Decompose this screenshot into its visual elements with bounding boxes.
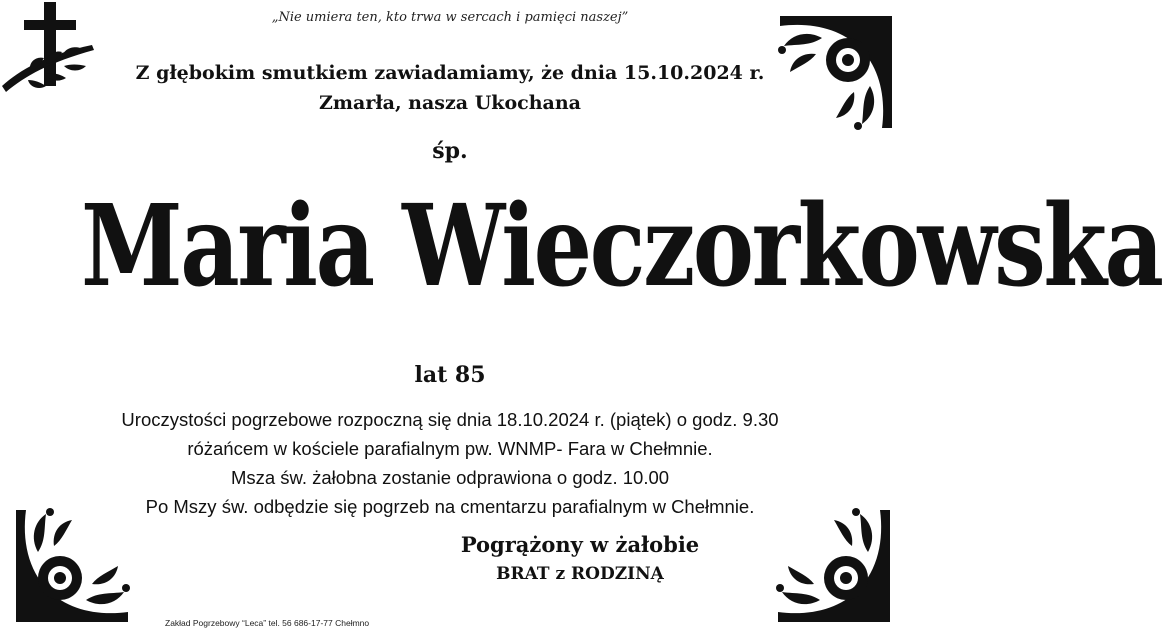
intro-text <box>0 58 900 118</box>
details-line-2: różańcem w kościele parafialnym pw. WNMP- Fara w Chełmnie. <box>187 438 713 459</box>
funeral-home-footer: Zakład Pogrzebowy “Leca” tel. 56 686-17-77 Chełmno <box>165 618 370 628</box>
intro-line-1: Z głębokim smutkiem zawiadamiamy, że dnia 15.10.2024 r. <box>135 62 765 84</box>
details-line-4: Po Mszy św. odbędzie się pogrzeb na cmentarzu parafialnym w Chełmnie. <box>145 496 755 517</box>
mourners-signature <box>400 530 760 588</box>
intro-line-2: Zmarła, nasza Ukochana <box>319 92 581 114</box>
motto-quote: „Nie umiera ten, kto trwa w sercach i pamięci naszej” <box>271 10 629 25</box>
honorific: śp. <box>432 138 468 164</box>
deceased-name: Maria Wieczorkowska <box>81 181 1162 312</box>
deceased-age: lat 85 <box>414 362 486 388</box>
mourners-line-1: Pogrążony w żałobie <box>460 532 700 557</box>
details-line-1: Uroczystości pogrzebowe rozpoczną się dnia 18.10.2024 r. (piątek) o godz. 9.30 <box>121 409 779 430</box>
mourners-line-2: BRAT z RODZINĄ <box>496 564 664 584</box>
funeral-details <box>0 405 900 521</box>
details-line-3: Msza św. żałobna zostanie odprawiona o godz. 10.00 <box>230 467 670 488</box>
